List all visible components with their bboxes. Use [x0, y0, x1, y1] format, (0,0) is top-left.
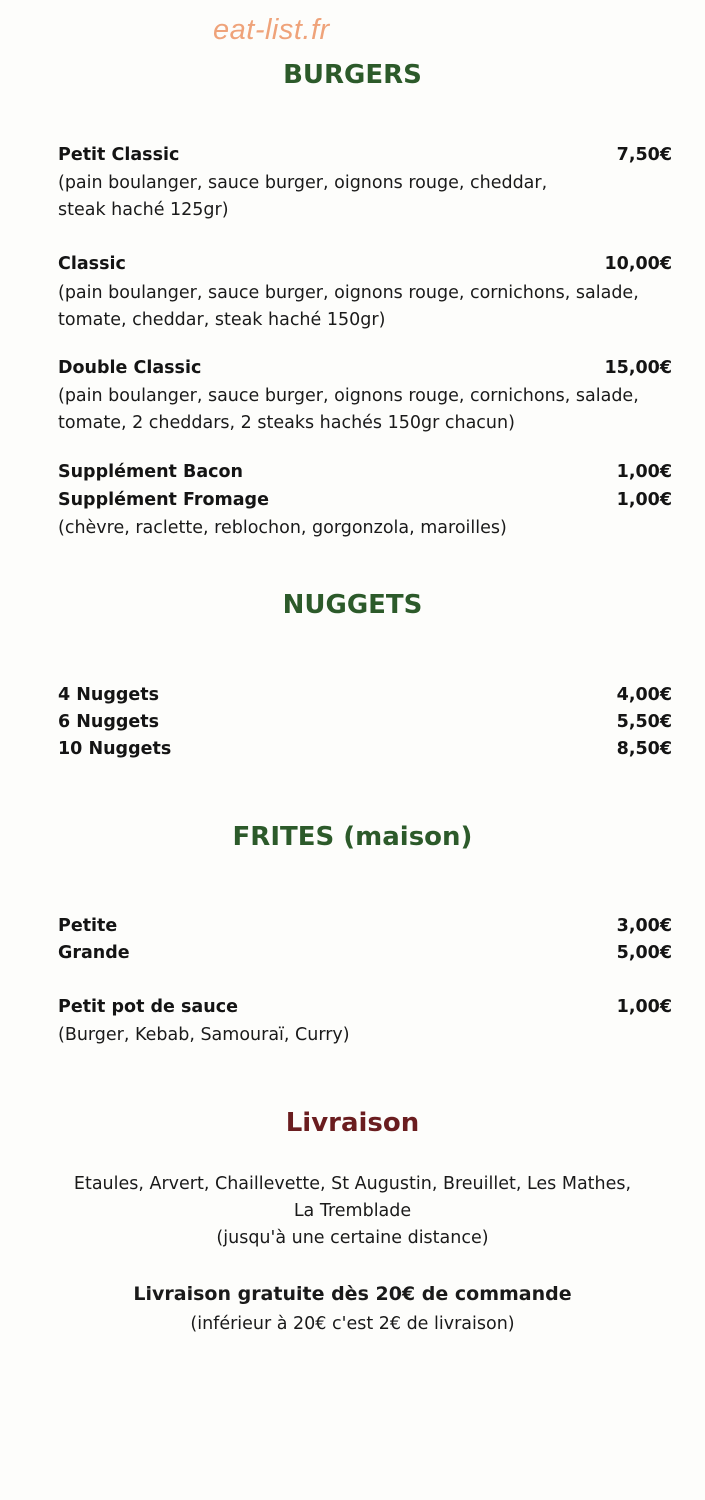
item-name: Double Classic [58, 358, 202, 378]
item-name: Supplément Fromage [58, 490, 269, 510]
item-description: steak haché 125gr) [58, 200, 229, 220]
menu-item-classic [58, 251, 672, 278]
item-price: 1,00€ [616, 997, 672, 1017]
item-name: Petit Classic [58, 145, 180, 165]
item-price: 4,00€ [616, 685, 672, 705]
section-title-livraison: Livraison [285, 1108, 420, 1138]
menu-item-4-nuggets [58, 682, 672, 709]
delivery-fee-note: (inférieur à 20€ c'est 2€ de livraison) [190, 1314, 515, 1334]
item-name: Supplément Bacon [58, 462, 244, 482]
item-price: 15,00€ [604, 358, 672, 378]
section-title-burgers: BURGERS [283, 60, 422, 90]
item-price: 3,00€ [616, 916, 672, 936]
watermark: eat-list.fr [213, 14, 330, 46]
item-name: Petit pot de sauce [58, 997, 238, 1017]
item-name: Classic [58, 254, 126, 274]
item-description: tomate, cheddar, steak haché 150gr) [58, 310, 386, 330]
delivery-towns: Etaules, Arvert, Chaillevette, St Augustin, Breuillet, Les Mathes, [73, 1174, 632, 1194]
section-title-frites: FRITES (maison) [232, 822, 473, 852]
item-price: 7,50€ [616, 145, 672, 165]
delivery-towns: La Tremblade [293, 1201, 412, 1221]
item-price: 5,00€ [616, 943, 672, 963]
free-delivery-offer: Livraison gratuite dès 20€ de commande [133, 1283, 572, 1305]
item-price: 10,00€ [604, 254, 672, 274]
item-name: 4 Nuggets [58, 685, 160, 705]
item-price: 1,00€ [616, 462, 672, 482]
menu-item-grande [58, 940, 672, 967]
menu-item-petit-classic [58, 142, 672, 169]
item-description: (Burger, Kebab, Samouraï, Curry) [58, 1025, 350, 1045]
item-price: 8,50€ [616, 739, 672, 759]
menu-item-petite [58, 913, 672, 940]
item-description: tomate, 2 cheddars, 2 steaks hachés 150gr chacun) [58, 413, 515, 433]
item-description: (pain boulanger, sauce burger, oignons rouge, cornichons, salade, [58, 386, 639, 406]
item-name: 10 Nuggets [58, 739, 172, 759]
item-description: (chèvre, raclette, reblochon, gorgonzola, maroilles) [58, 518, 507, 538]
item-description: (pain boulanger, sauce burger, oignons rouge, cheddar, [58, 173, 548, 193]
item-name: Grande [58, 943, 130, 963]
delivery-distance-note: (jusqu'à une certaine distance) [216, 1228, 489, 1248]
item-name: Petite [58, 916, 118, 936]
menu-item-petit-pot-de-sauce [58, 994, 672, 1021]
menu-item-6-nuggets [58, 709, 672, 736]
menu-item-double-classic [58, 355, 672, 382]
menu-item-10-nuggets [58, 736, 672, 763]
item-price: 1,00€ [616, 490, 672, 510]
menu-item-supplement-fromage [58, 487, 672, 514]
item-name: 6 Nuggets [58, 712, 160, 732]
item-description: (pain boulanger, sauce burger, oignons rouge, cornichons, salade, [58, 283, 639, 303]
menu-item-supplement-bacon [58, 459, 672, 486]
section-title-nuggets: NUGGETS [282, 590, 423, 620]
item-price: 5,50€ [616, 712, 672, 732]
